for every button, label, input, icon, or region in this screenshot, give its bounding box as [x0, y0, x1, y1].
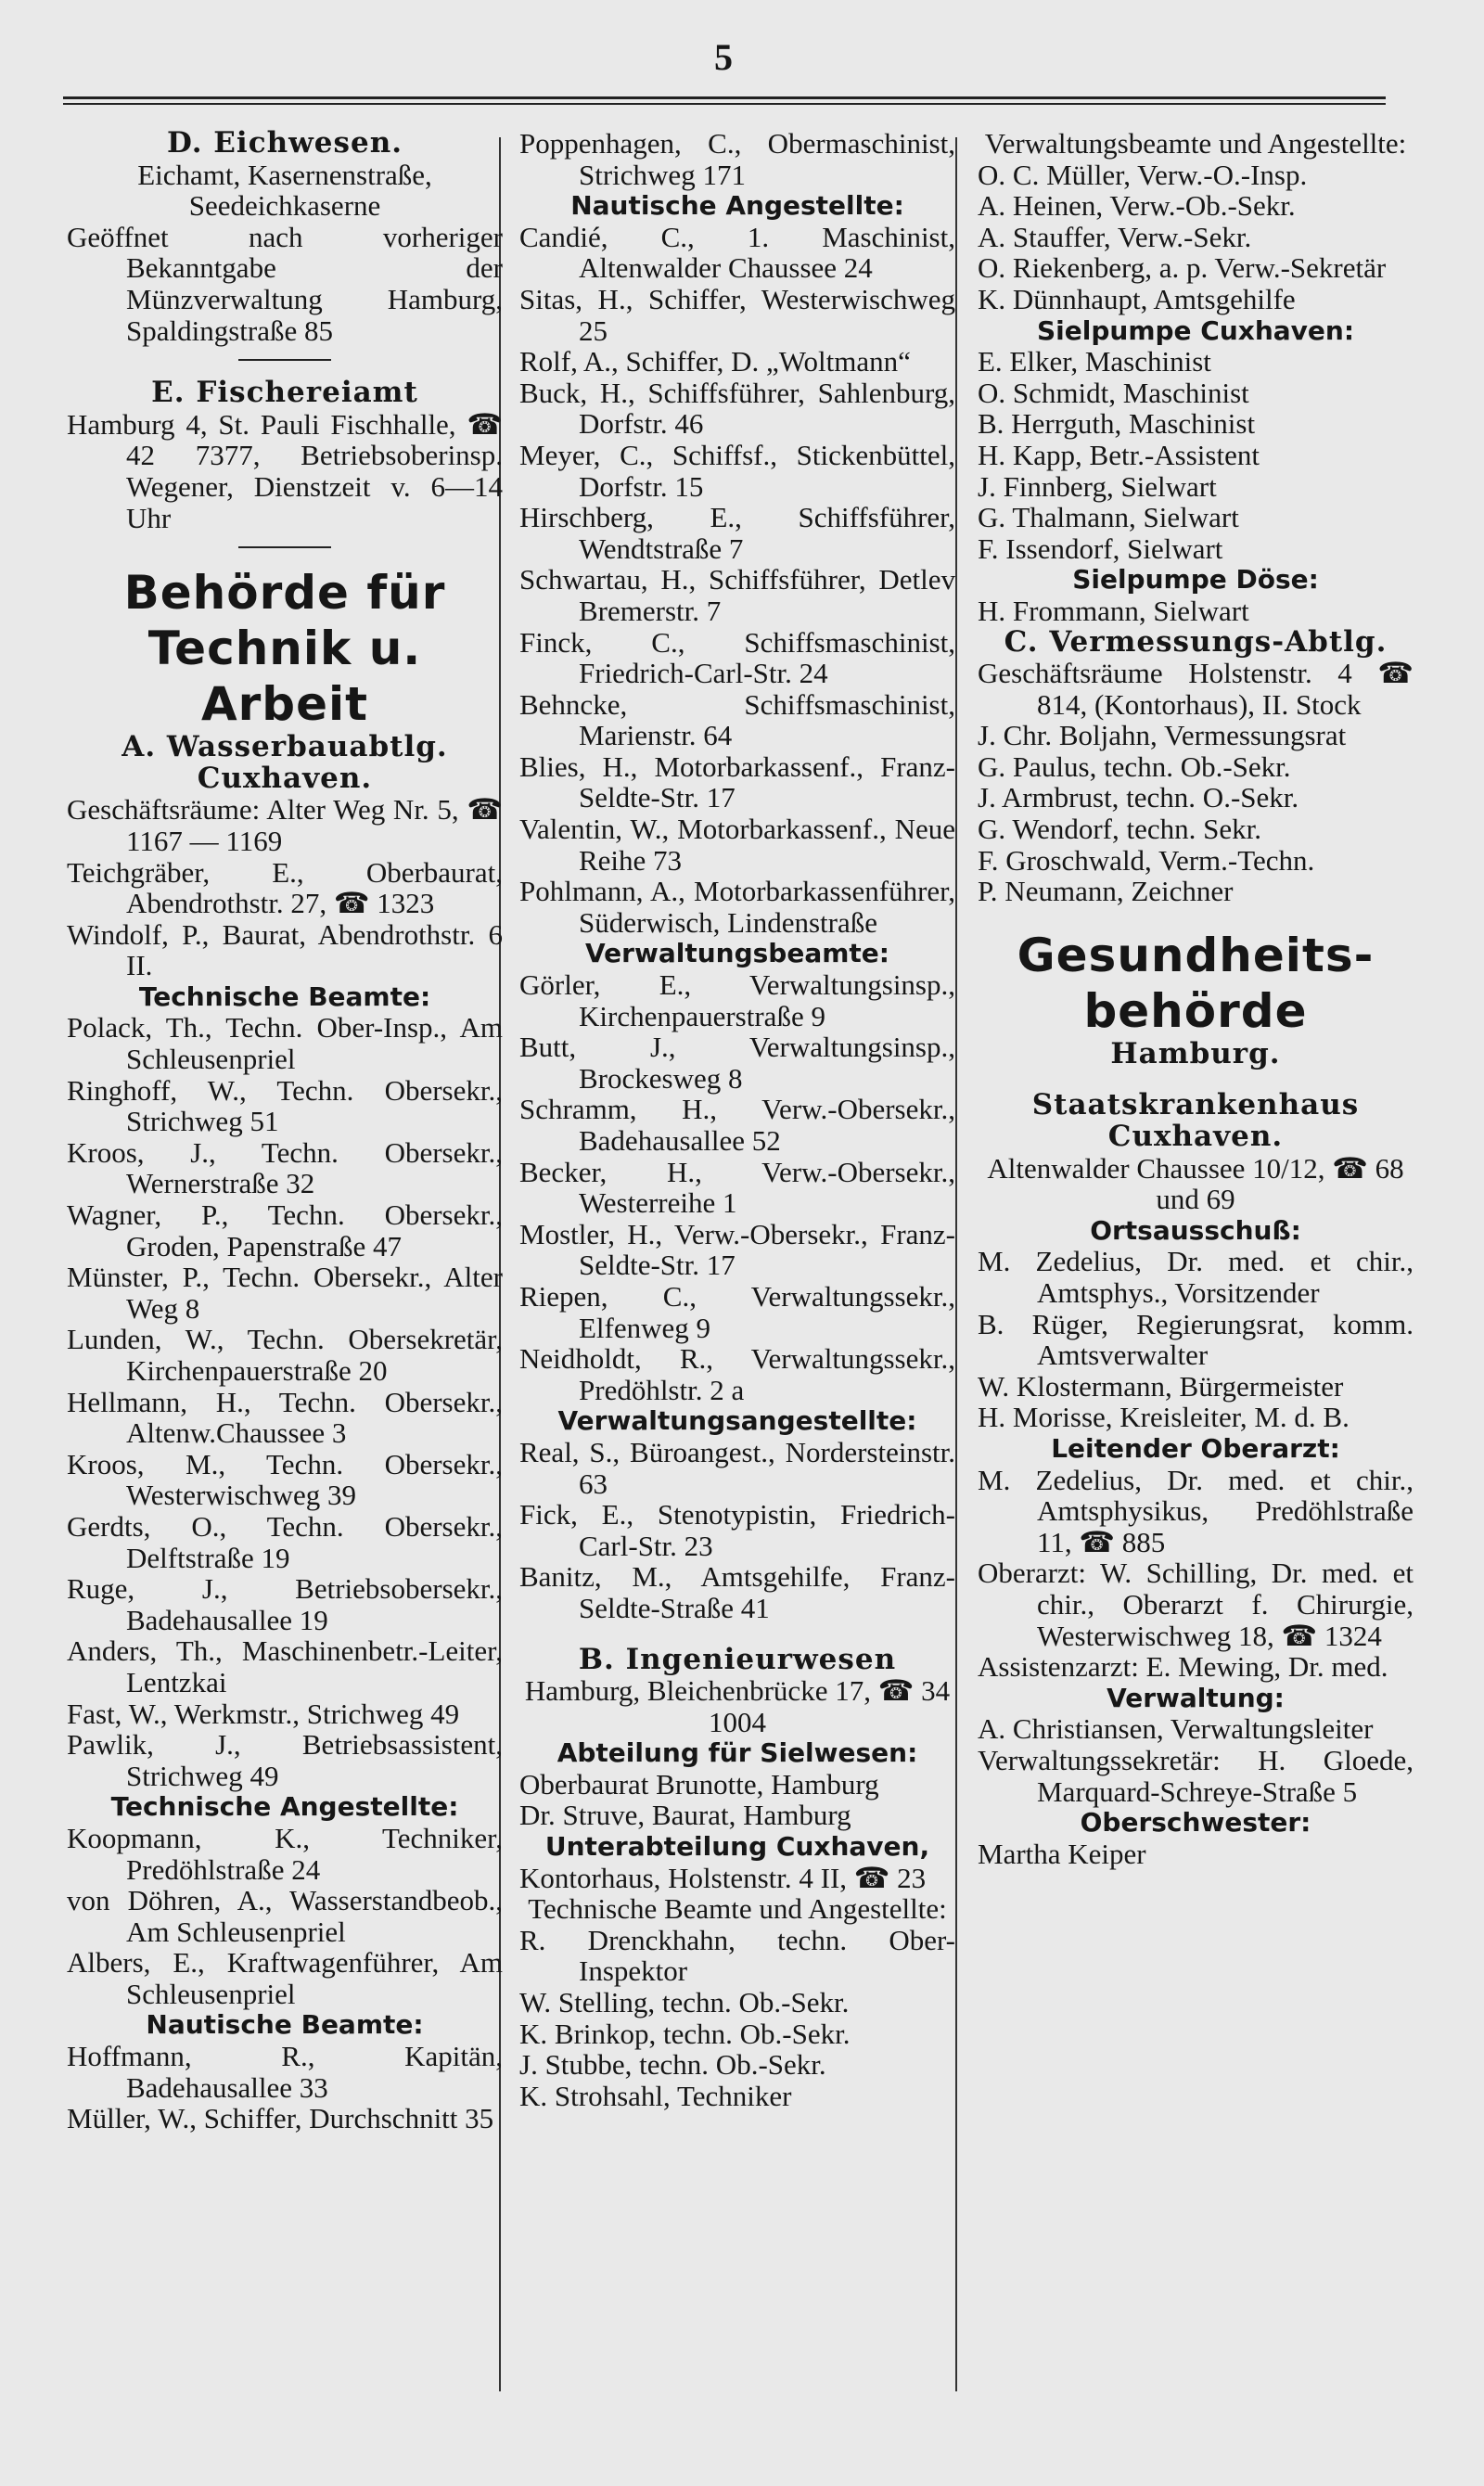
directory-entry: J. Armbrust, techn. O.-Sekr.: [978, 781, 1299, 814]
directory-entry: Dr. Struve, Baurat, Hamburg: [519, 1799, 851, 1832]
directory-entry: G. Paulus, techn. Ob.-Sekr.: [978, 750, 1291, 783]
section-heading: C. Vermessungs-Abtlg.: [1004, 624, 1388, 659]
centered-entry: Hamburg, Bleichenbrücke 17, ☎ 34 1004: [524, 1674, 951, 1738]
directory-entry: Riepen, C., Verwaltungssekr., Elfenweg 9: [519, 1279, 955, 1344]
directory-entry: Kontorhaus, Holstenstr. 4 II, ☎ 23: [519, 1861, 927, 1894]
directory-entry: Teichgräber, E., Oberbaurat, Abendrothstr. 27, ☎ 1323: [67, 855, 503, 920]
directory-entry: Real, S., Büroangest., Nordersteinstr. 63: [519, 1435, 955, 1500]
directory-entry: Hellmann, H., Techn. Obersekr., Altenw.Chaussee 3: [67, 1385, 503, 1450]
section-rule: [238, 546, 331, 548]
directory-entry: K. Strohsahl, Techniker: [519, 2079, 792, 2112]
directory-entry: G. Wendorf, techn. Sekr.: [978, 813, 1262, 846]
column-3: [978, 128, 1414, 1869]
directory-entry: R. Drenckhahn, techn. Ober-Inspektor: [519, 1923, 955, 1988]
directory-entry: H. Frommann, Sielwart: [978, 594, 1249, 627]
centered-entry: Technische Beamte und Angestellte:: [528, 1892, 947, 1926]
section-heading: D. Eichwesen.: [166, 126, 403, 160]
directory-entry: Rolf, A., Schiffer, D. „Woltmann“: [519, 345, 911, 378]
directory-entry: Pawlik, J., Betriebsassistent, Strichweg 49: [67, 1728, 503, 1792]
directory-entry: von Döhren, A., Wasserstandbeob., Am Schleusenpriel: [67, 1884, 503, 1948]
directory-entry: Schramm, H., Verw.-Obersekr., Badehausallee 52: [519, 1093, 955, 1157]
directory-entry: Hirschberg, E., Schiffsführer, Wendtstraße 7: [519, 501, 955, 565]
directory-entry: F. Issendorf, Sielwart: [978, 532, 1223, 565]
centered-entry: Eichamt, Kasernenstraße, Seedeichkaserne: [137, 158, 432, 223]
directory-entry: P. Neumann, Zeichner: [978, 875, 1234, 908]
subsection-heading: Verwaltungsbeamte:: [585, 938, 889, 969]
directory-entry: Albers, E., Kraftwagenführer, Am Schleusenpriel: [67, 1946, 503, 2010]
directory-entry: Buck, H., Schiffsführer, Sahlenburg, Dorfstr. 46: [519, 376, 955, 441]
directory-entry: O. C. Müller, Verw.-O.-Insp.: [978, 158, 1308, 191]
subsection-heading: Oberschwester:: [1080, 1807, 1311, 1839]
directory-entry: Ruge, J., Betriebsobersekr., Badehausallee 19: [67, 1572, 503, 1636]
subsection-heading: Technische Angestellte:: [110, 1791, 459, 1823]
subsection-heading: Ortsausschuß:: [1090, 1214, 1301, 1246]
directory-entry: Meyer, C., Schiffsf., Stickenbüttel, Dorfstr. 15: [519, 438, 955, 503]
directory-entry: Ringhoff, W., Techn. Obersekr., Strichweg 51: [67, 1073, 503, 1138]
directory-entry: Hamburg 4, St. Pauli Fischhalle, ☎ 42 7377, Betriebsoberinsp. Wegener, Dienstzeit v. 6—14 Uhr: [67, 407, 503, 534]
directory-entry: Hoffmann, R., Kapitän, Badehausallee 33: [67, 2040, 503, 2104]
directory-entry: Fast, W., Werkmstr., Strichweg 49: [67, 1697, 460, 1730]
directory-entry: Sitas, H., Schiffer, Westerwischweg 25: [519, 282, 955, 347]
section-heading: Hamburg.: [1110, 1036, 1281, 1070]
directory-entry: K. Dünnhaupt, Amtsgehilfe: [978, 282, 1296, 315]
directory-entry: G. Thalmann, Sielwart: [978, 501, 1239, 534]
directory-entry: O. Riekenberg, a. p. Verw.-Sekretär: [978, 251, 1387, 285]
directory-entry: Görler, E., Verwaltungsinsp., Kirchenpauerstraße 9: [519, 968, 955, 1032]
directory-entry: E. Elker, Maschinist: [978, 345, 1211, 378]
directory-entry: A. Christiansen, Verwaltungsleiter: [978, 1712, 1374, 1746]
centered-entry: Altenwalder Chaussee 10/12, ☎ 68 und 69: [987, 1151, 1404, 1216]
subsection-heading: Verwaltungsangestellte:: [557, 1405, 917, 1437]
directory-entry: O. Schmidt, Maschinist: [978, 376, 1249, 409]
directory-entry: A. Stauffer, Verw.-Sekr.: [978, 220, 1252, 253]
directory-entry: B. Rüger, Regierungsrat, komm. Amtsverwalter: [978, 1307, 1414, 1372]
directory-entry: F. Groschwald, Verm.-Techn.: [978, 843, 1315, 877]
subsection-heading: Leitender Oberarzt:: [1051, 1432, 1340, 1464]
directory-entry: Koopmann, K., Techniker, Predöhlstraße 24: [67, 1821, 503, 1886]
spacer: [519, 1624, 955, 1645]
directory-entry: Polack, Th., Techn. Ober-Insp., Am Schleusenpriel: [67, 1011, 503, 1076]
subsection-heading: Sielpumpe Döse:: [1072, 564, 1319, 596]
directory-entry: J. Chr. Boljahn, Vermessungsrat: [978, 719, 1347, 752]
section-heading: E. Fischereiamt: [151, 376, 418, 410]
subsection-heading: Sielpumpe Cuxhaven:: [1036, 314, 1355, 346]
directory-entry: Oberbaurat Brunotte, Hamburg: [519, 1767, 879, 1800]
directory-entry: W. Stelling, techn. Ob.-Sekr.: [519, 1986, 850, 2019]
directory-entry: Windolf, P., Baurat, Abendrothstr. 6 II.: [67, 917, 503, 982]
directory-entry: Verwaltungssekretär: H. Gloede, Marquard-Schreye-Straße 5: [978, 1743, 1414, 1808]
directory-entry: Schwartau, H., Schiffsführer, Detlev Bremerstr. 7: [519, 563, 955, 627]
directory-entry: J. Stubbe, techn. Ob.-Sekr.: [519, 2048, 826, 2082]
section-rule: [238, 359, 331, 361]
directory-entry: Becker, H., Verw.-Obersekr., Westerreihe 1: [519, 1155, 955, 1220]
column-2: [519, 128, 955, 2111]
directory-entry: Lunden, W., Techn. Obersekretär, Kirchenpauerstraße 20: [67, 1323, 503, 1387]
section-heading: Staatskrankenhaus Cuxhaven.: [1031, 1088, 1360, 1154]
directory-entry: K. Brinkop, techn. Ob.-Sekr.: [519, 2017, 851, 2050]
directory-entry: J. Finnberg, Sielwart: [978, 469, 1217, 503]
directory-entry: Finck, C., Schiffsmaschinist, Friedrich-Carl-Str. 24: [519, 625, 955, 690]
directory-entry: Geschäftsräume: Alter Weg Nr. 5, ☎ 1167 — 1169: [67, 793, 503, 857]
page-number: 5: [714, 36, 733, 78]
directory-entry: Butt, J., Verwaltungsinsp., Brockesweg 8: [519, 1031, 955, 1095]
directory-entry: Münster, P., Techn. Obersekr., Alter Weg 8: [67, 1261, 503, 1325]
directory-entry: Fick, E., Stenotypistin, Friedrich-Carl-Str. 23: [519, 1498, 955, 1562]
directory-entry: Oberarzt: W. Schilling, Dr. med. et chir., Oberarzt f. Chirurgie, Westerwischweg 18, ☎ 1324: [978, 1557, 1414, 1652]
directory-entry: W. Klostermann, Bürgermeister: [978, 1369, 1344, 1403]
directory-entry: Poppenhagen, C., Obermaschinist, Strichweg 171: [519, 127, 955, 191]
directory-entry: Banitz, M., Amtsgehilfe, Franz-Seldte-Straße 41: [519, 1560, 955, 1624]
directory-entry: Martha Keiper: [978, 1837, 1146, 1870]
subsection-heading: Technische Beamte:: [138, 980, 431, 1012]
authority-heading: Gesundheits-behörde: [1017, 928, 1375, 1038]
subsection-heading: Nautische Angestellte:: [570, 190, 904, 222]
directory-entry: H. Morisse, Kreisleiter, M. d. B.: [978, 1401, 1350, 1434]
directory-entry: B. Herrguth, Maschinist: [978, 407, 1256, 441]
directory-entry: Anders, Th., Maschinenbetr.-Leiter, Lentzkai: [67, 1634, 503, 1698]
directory-entry: A. Heinen, Verw.-Ob.-Sekr.: [978, 189, 1296, 223]
subsection-heading: Abteilung für Sielwesen:: [556, 1737, 918, 1769]
directory-entry: Geöffnet nach vorheriger Bekanntgabe der Münzverwaltung Hamburg, Spaldingstraße 85: [67, 220, 503, 347]
directory-entry: Geschäftsräume Holstenstr. 4 ☎ 814, (Kontorhaus), II. Stock: [978, 657, 1414, 721]
directory-entry: Behncke, Schiffsmaschinist, Marienstr. 64: [519, 687, 955, 752]
directory-entry: Kroos, J., Techn. Obersekr., Wernerstraße 32: [67, 1135, 503, 1200]
directory-entry: Neidholdt, R., Verwaltungssekr., Predöhlstr. 2 a: [519, 1342, 955, 1406]
column-separator-2: [955, 137, 957, 2391]
subsection-heading: Verwaltung:: [1107, 1682, 1285, 1713]
section-heading: B. Ingenieurwesen: [578, 1642, 897, 1676]
directory-entry: M. Zedelius, Dr. med. et chir., Amtsphysikus, Predöhlstraße 11, ☎ 885: [978, 1463, 1414, 1558]
directory-entry: Assistenzarzt: E. Mewing, Dr. med.: [978, 1650, 1388, 1684]
subsection-heading: Nautische Beamte:: [146, 2009, 424, 2041]
authority-heading: Behörde für Technik u. Arbeit: [123, 566, 446, 732]
subsection-heading: Unterabteilung Cuxhaven,: [544, 1831, 930, 1863]
directory-entry: Kroos, M., Techn. Obersekr., Westerwischweg 39: [67, 1447, 503, 1512]
directory-entry: Wagner, P., Techn. Obersekr., Groden, Papenstraße 47: [67, 1198, 503, 1262]
centered-entry: Verwaltungsbeamte und Angestellte:: [984, 127, 1407, 160]
directory-entry: Candié, C., 1. Maschinist, Altenwalder Chaussee 24: [519, 220, 955, 285]
directory-entry: Blies, H., Motorbarkassenf., Franz-Seldte-Str. 17: [519, 750, 955, 814]
directory-entry: Müller, W., Schiffer, Durchschnitt 35: [67, 2102, 494, 2135]
directory-entry: Pohlmann, A., Motorbarkassenführer, Süderwisch, Lindenstraße: [519, 875, 955, 939]
section-heading: A. Wasserbauabtlg. Cuxhaven.: [122, 730, 448, 795]
directory-entry: H. Kapp, Betr.-Assistent: [978, 438, 1260, 471]
directory-entry: Valentin, W., Motorbarkassenf., Neue Reihe 73: [519, 813, 955, 877]
spacer: [978, 907, 1414, 928]
column-1: [67, 128, 503, 2134]
header-rule: [63, 96, 1386, 105]
spacer: [978, 1070, 1414, 1090]
directory-entry: Mostler, H., Verw.-Obersekr., Franz-Seldte-Str. 17: [519, 1217, 955, 1282]
directory-entry: Gerdts, O., Techn. Obersekr., Delftstraße 19: [67, 1509, 503, 1574]
directory-entry: M. Zedelius, Dr. med. et chir., Amtsphys., Vorsitzender: [978, 1245, 1414, 1309]
